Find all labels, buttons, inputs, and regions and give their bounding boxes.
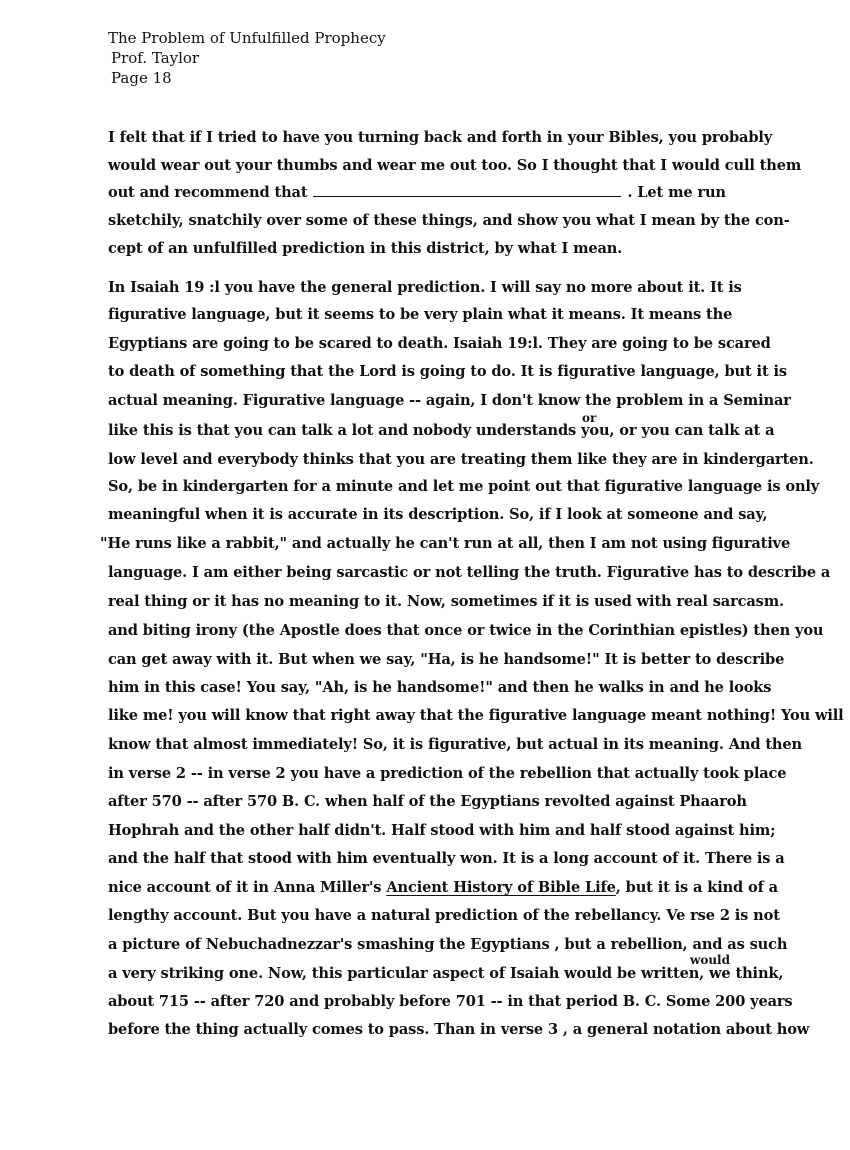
text-line: and biting irony (the Apostle does that once or twice in the Corinthian epistles) then you bbox=[108, 622, 824, 639]
text-line: I felt that if I tried to have you turning back and forth in your Bibles, you probably bbox=[108, 129, 773, 146]
text-line: like me! you will know that right away that the figurative language meant nothing! You will bbox=[108, 707, 844, 724]
text-line: a picture of Nebuchadnezzar's smashing the Egyptians , but a rebellion, and as such bbox=[108, 936, 788, 953]
text-line: cept of an unfulfilled prediction in this district, by what I mean. bbox=[108, 240, 623, 257]
text-line: So, be in kindergarten for a minute and let me point out that figurative language is only bbox=[108, 478, 820, 495]
page-header bbox=[108, 28, 386, 88]
text-line: a very striking one. Now, this particular aspect of Isaiah would be written, we think, bbox=[108, 965, 784, 982]
text-segment: nice account of it in Anna Miller's bbox=[108, 879, 382, 896]
text-line bbox=[108, 182, 726, 203]
text-line: "He runs like a rabbit," and actually he can't run at all, then I am not using figurative bbox=[100, 535, 791, 552]
text-line: to death of something that the Lord is going to do. It is figurative language, but it is bbox=[108, 363, 787, 380]
text-line: after 570 -- after 570 B. C. when half of the Egyptians revolted against Phaaroh bbox=[108, 793, 747, 810]
text-line: know that almost immediately! So, it is figurative, but actual in its meaning. And then bbox=[108, 736, 802, 753]
author: Prof. Taylor bbox=[111, 49, 200, 67]
text-line: figurative language, but it seems to be very plain what it means. It means the bbox=[108, 306, 733, 323]
text-segment: . Let me run bbox=[627, 184, 726, 201]
text-line: him in this case! You say, "Ah, is he handsome!" and then he walks in and he looks bbox=[108, 679, 772, 696]
document-title: The Problem of Unfulfilled Prophecy bbox=[108, 29, 386, 47]
text-line: lengthy account. But you have a natural prediction of the rebellancy. Ve rse 2 is not bbox=[108, 907, 780, 924]
text-line: and the half that stood with him eventually won. It is a long account of it. There is a bbox=[108, 850, 785, 867]
text-line: meaningful when it is accurate in its description. So, if I look at someone and say, bbox=[108, 506, 768, 523]
text-line: in verse 2 -- in verse 2 you have a prediction of the rebellion that actually took place bbox=[108, 765, 787, 782]
text-line: about 715 -- after 720 and probably before 701 -- in that period B. C. Some 200 years bbox=[108, 993, 793, 1010]
text-line: before the thing actually comes to pass. Than in verse 3 , a general notation about how bbox=[108, 1021, 810, 1038]
text-line: like this is that you can talk a lot and nobody understands you, or you can talk at a bbox=[108, 422, 775, 439]
text-line: language. I am either being sarcastic or not telling the truth. Figurative has to describe a bbox=[108, 564, 831, 581]
fill-in-blank bbox=[313, 182, 621, 197]
text-line: In Isaiah 19 :l you have the general prediction. I will say no more about it. It is bbox=[108, 279, 742, 296]
text-line: sketchily, snatchily over some of these things, and show you what I mean by the con- bbox=[108, 212, 790, 229]
text-line bbox=[108, 878, 778, 898]
text-segment: out and recommend that bbox=[108, 184, 308, 201]
text-line: real thing or it has no meaning to it. Now, sometimes if it is used with real sarcasm. bbox=[108, 593, 784, 610]
text-line: low level and everybody thinks that you are treating them like they are in kindergarten. bbox=[108, 451, 814, 468]
interlinear-insertion-would: would bbox=[690, 953, 731, 967]
text-line: Egyptians are going to be scared to death. Isaiah 19:l. They are going to be scared bbox=[108, 335, 771, 352]
text-line: actual meaning. Figurative language -- again, I don't know the problem in a Seminar bbox=[108, 392, 791, 409]
text-segment: , but it is a kind of a bbox=[615, 879, 778, 896]
text-line: would wear out your thumbs and wear me out too. So I thought that I would cull them bbox=[108, 157, 802, 174]
text-line: Hophrah and the other half didn't. Half stood with him and half stood against him; bbox=[108, 822, 776, 839]
interlinear-insertion-or: or bbox=[582, 411, 597, 425]
page-number: Page 18 bbox=[111, 69, 172, 87]
book-title: Ancient History of Bible Life bbox=[386, 879, 616, 896]
text-line: can get away with it. But when we say, "Ha, is he handsome!" It is better to describe bbox=[108, 651, 785, 668]
